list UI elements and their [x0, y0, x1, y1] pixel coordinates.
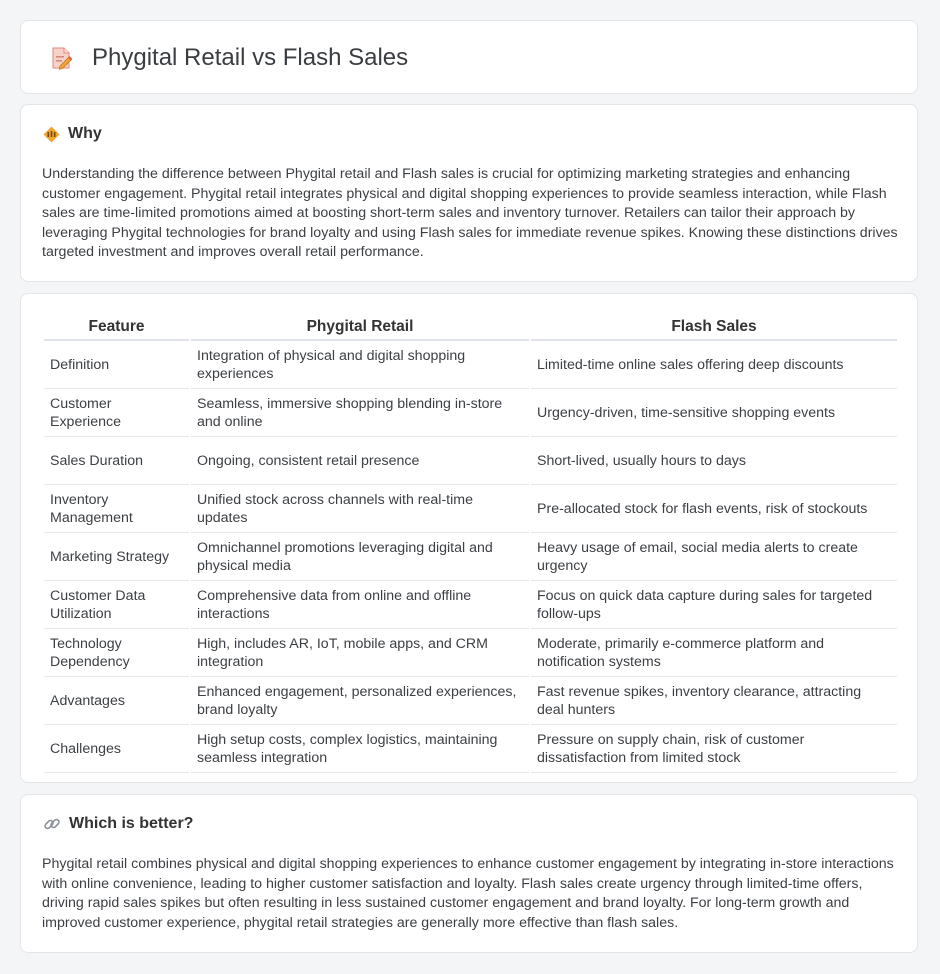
cell-feature: Definition [44, 341, 189, 389]
document-edit-icon [48, 45, 74, 71]
why-section [20, 104, 918, 282]
table-row [44, 341, 897, 389]
cell-feature: Challenges [44, 725, 189, 773]
cell-phygital: Comprehensive data from online and offline interactions [191, 581, 529, 629]
comparison-section [20, 293, 918, 783]
cell-flash: Pre-allocated stock for flash events, risk of stockouts [531, 485, 897, 533]
cell-feature: Marketing Strategy [44, 533, 189, 581]
cell-feature: Customer Experience [44, 389, 189, 437]
cell-flash: Pressure on supply chain, risk of customer dissatisfaction from limited stock [531, 725, 897, 773]
cell-phygital: Integration of physical and digital shopping experiences [191, 341, 529, 389]
cell-flash: Moderate, primarily e-commerce platform and notification systems [531, 629, 897, 677]
column-header-feature: Feature [44, 316, 189, 341]
cell-phygital: High setup costs, complex logistics, maintaining seamless integration [191, 725, 529, 773]
table-row [44, 677, 897, 725]
why-heading-label: Why [68, 125, 102, 142]
cell-flash: Focus on quick data capture during sales for targeted follow-ups [531, 581, 897, 629]
table-row [44, 725, 897, 773]
cell-feature: Advantages [44, 677, 189, 725]
why-heading [43, 125, 102, 143]
cell-flash: Urgency-driven, time-sensitive shopping events [531, 389, 897, 437]
which-better-heading-label: Which is better? [69, 815, 194, 832]
link-icon [43, 815, 61, 833]
table-row [44, 629, 897, 677]
which-better-text: Phygital retail combines physical and digital shopping experiences to enhance customer engagement by integrating in-store interactions with online convenience, leading to higher customer satisfaction and loyalty. Flash sales create urgency through limited-time offers, driving rapid sales spikes but often resulting in less sustained customer engagement and brand loyalty. For long-term growth and improved customer experience, phygital retail strategies are generally more effective than flash sales. [42, 856, 894, 931]
cell-flash: Heavy usage of email, social media alerts to create urgency [531, 533, 897, 581]
table-header-row [44, 316, 897, 341]
cell-feature: Customer Data Utilization [44, 581, 189, 629]
cell-feature: Inventory Management [44, 485, 189, 533]
cell-phygital: Enhanced engagement, personalized experiences, brand loyalty [191, 677, 529, 725]
table-row [44, 533, 897, 581]
header-card [20, 20, 918, 94]
cell-phygital: Ongoing, consistent retail presence [191, 437, 529, 485]
page-title: Phygital Retail vs Flash Sales [92, 44, 409, 71]
which-better-heading [43, 815, 193, 833]
comparison-table [42, 316, 899, 773]
cell-flash: Fast revenue spikes, inventory clearance, attracting deal hunters [531, 677, 897, 725]
table-row [44, 389, 897, 437]
diamond-warning-icon [43, 126, 60, 143]
cell-phygital: Unified stock across channels with real-time updates [191, 485, 529, 533]
cell-phygital: High, includes AR, IoT, mobile apps, and CRM integration [191, 629, 529, 677]
cell-phygital: Seamless, immersive shopping blending in-store and online [191, 389, 529, 437]
table-row [44, 581, 897, 629]
table-row [44, 437, 897, 485]
why-text: Understanding the difference between Phygital retail and Flash sales is crucial for optimizing marketing strategies and enhancing customer engagement. Phygital retail integrates physical and digital shopping experiences to provide seamless interaction, while Flash sales are time-limited promotions aimed at boosting short-term sales and inventory turnover. Retailers can tailor their approach by leveraging Phygital technologies for brand loyalty and using Flash sales for immediate revenue spikes. Knowing these distinctions drives targeted investment and improves overall retail performance. [42, 166, 898, 261]
which-better-section [20, 794, 918, 953]
column-header-phygital: Phygital Retail [191, 316, 529, 341]
cell-feature: Sales Duration [44, 437, 189, 485]
table-row [44, 485, 897, 533]
cell-flash: Short-lived, usually hours to days [531, 437, 897, 485]
cell-flash: Limited-time online sales offering deep discounts [531, 341, 897, 389]
cell-feature: Technology Dependency [44, 629, 189, 677]
cell-phygital: Omnichannel promotions leveraging digital and physical media [191, 533, 529, 581]
column-header-flash: Flash Sales [531, 316, 897, 341]
